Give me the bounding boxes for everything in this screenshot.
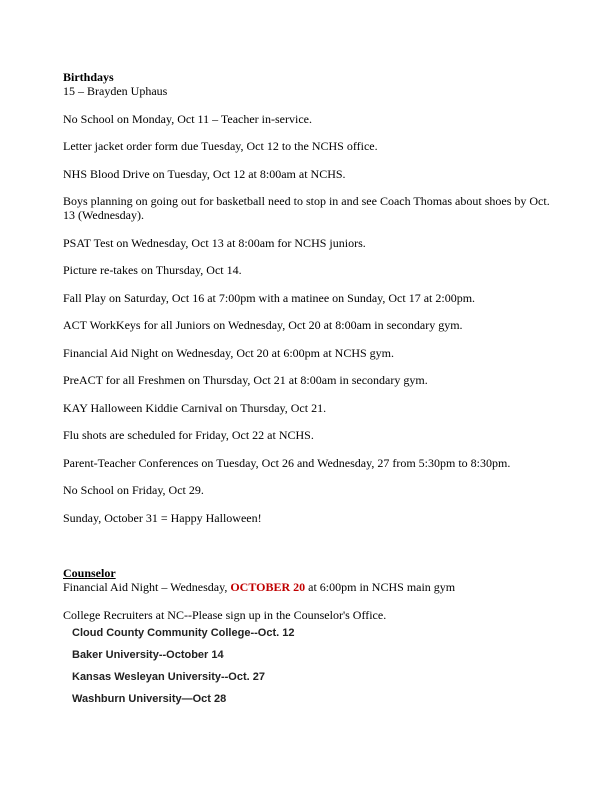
announcement-item: Sunday, October 31 = Happy Halloween! <box>63 510 262 525</box>
financial-aid-date-highlight: OCTOBER 20 <box>230 580 306 594</box>
announcement-item: No School on Monday, Oct 11 – Teacher in-service. <box>63 111 312 126</box>
bulletin-page <box>63 70 563 714</box>
announcements-list <box>63 112 563 525</box>
recruiter-item: Baker University--October 14 <box>72 648 224 661</box>
recruiters-list <box>63 626 563 706</box>
birthdays-heading: Birthdays <box>63 70 114 84</box>
birthday-entry: 15 – Brayden Uphaus <box>63 84 168 98</box>
announcement-item: Letter jacket order form due Tuesday, Oct 12 to the NCHS office. <box>63 139 378 153</box>
announcement-item: Picture re-takes on Thursday, Oct 14. <box>63 263 242 277</box>
announcement-item: KAY Halloween Kiddie Carnival on Thursday, Oct 21. <box>63 400 327 415</box>
counselor-section <box>63 566 563 706</box>
announcement-item: ACT WorkKeys for all Juniors on Wednesday, Oct 20 at 8:00am in secondary gym. <box>63 318 463 332</box>
financial-aid-text-before: Financial Aid Night – Wednesday, <box>63 580 231 594</box>
recruiter-item: Cloud County Community College--Oct. 12 <box>72 626 295 639</box>
announcement-item: Flu shots are scheduled for Friday, Oct 22 at NCHS. <box>63 428 314 442</box>
announcement-item: PSAT Test on Wednesday, Oct 13 at 8:00am for NCHS juniors. <box>63 235 366 250</box>
announcement-item: Financial Aid Night on Wednesday, Oct 20 at 6:00pm at NCHS gym. <box>63 345 395 360</box>
announcement-item: Parent-Teacher Conferences on Tuesday, Oct 26 and Wednesday, 27 from 5:30pm to 8:30pm. <box>63 455 511 470</box>
birthdays-section <box>63 70 563 98</box>
announcement-item: Boys planning on going out for basketball need to stop in and see Coach Thomas about shoes by Oct. 13 (Wednesday). <box>63 194 550 222</box>
announcement-item: Fall Play on Saturday, Oct 16 at 7:00pm with a matinee on Sunday, Oct 17 at 2:00pm. <box>63 290 476 305</box>
financial-aid-text-after: at 6:00pm in NCHS main gym <box>305 580 456 594</box>
recruiter-item: Washburn University—Oct 28 <box>72 692 227 705</box>
announcement-item: No School on Friday, Oct 29. <box>63 483 204 497</box>
announcement-item: PreACT for all Freshmen on Thursday, Oct 21 at 8:00am in secondary gym. <box>63 373 428 387</box>
financial-aid-line <box>63 580 563 594</box>
recruiter-item: Kansas Wesleyan University--Oct. 27 <box>72 670 265 683</box>
announcement-item: NHS Blood Drive on Tuesday, Oct 12 at 8:00am at NCHS. <box>63 166 346 181</box>
recruiters-intro: College Recruiters at NC--Please sign up in the Counselor's Office. <box>63 607 387 622</box>
section-spacer <box>63 538 563 566</box>
counselor-heading: Counselor <box>63 566 116 580</box>
